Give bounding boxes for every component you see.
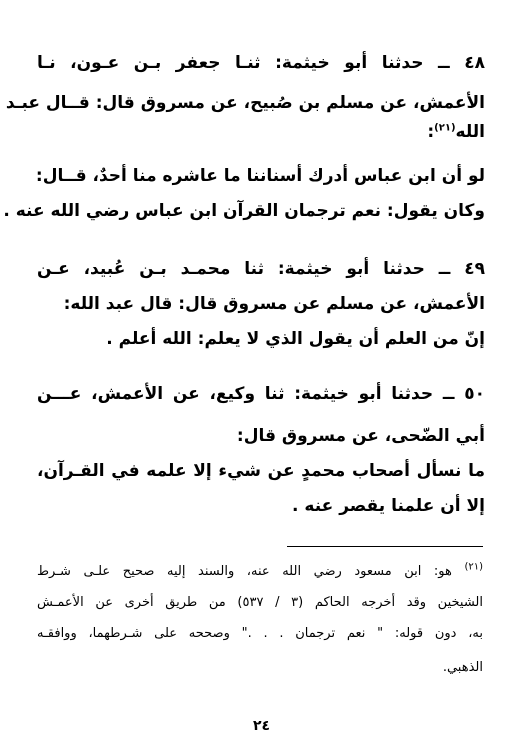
footnote-line-4: الذهبي. [442,660,483,675]
hadith-48-line-3 [37,121,485,143]
hadith-50-line-2: أبي الضّحى، عن مسروق قال: [236,426,485,446]
footnote-line-2: الشيخين وقد أخرجه الحاكم (٣ / ٥٣٧) من طريق أخرى عن الأعمـش [37,595,483,610]
footnote-line-1 [37,563,483,581]
hadith-49-line-1: ٤٩ ــ حدثنا أبو خيثمة: ثنا محمـد بـن عُبيد، عـن [37,259,485,279]
hadith-48-line-3-colon: : [427,122,435,142]
page-number: ٢٤ [252,718,271,734]
hadith-50-line-1: ٥٠ ــ حدثنا أبو خيثمة: ثنا وكيع، عن الأعمش، عـــن [37,384,485,404]
hadith-48-line-4: لو أن ابن عباس أدرك أسناننا ما عاشره منا أحدٌ، قــال: [35,166,485,186]
footnote-line-3: به، دون قوله: " نعم ترجمان . . ." وصححه على شـرطهما، ووافقـه [37,626,483,641]
hadith-48-line-2: الأعمش، عن مسلم بن صُبيح، عن مسروق قال: قــال عبـد [5,93,485,113]
footnote-number: (٢١) [464,561,483,573]
hadith-49-line-3: إنّ من العلم أن يقول الذي لا يعلم: الله أعلم . [106,329,485,349]
hadith-50-line-4: إلا أن علمنا يقصر عنه . [292,496,485,516]
hadith-49-line-2: الأعمش، عن مسلم عن مسروق قال: قال عبد الله: [63,294,485,314]
hadith-50-line-3: ما نسأل أصحاب محمدٍ عن شيء إلا علمه في القـرآن، [37,461,485,481]
hadith-48-line-3-text: الله [455,122,485,142]
hadith-48-line-1: ٤٨ ــ حدثنا أبو خيثمة: ثنـا جعفر بـن عـون، نـا [37,53,485,73]
hadith-48-line-5: وكان يقول: نعم ترجمان القرآن ابن عباس رضي الله عنه . [3,201,485,221]
footnote-separator [287,546,483,547]
footnote-reference-mark: (٢١) [434,122,456,134]
footnote-line-1-text: هو: ابن مسعود رضي الله عنه، والسند إليه صحيح علـى شـرط [37,564,452,579]
